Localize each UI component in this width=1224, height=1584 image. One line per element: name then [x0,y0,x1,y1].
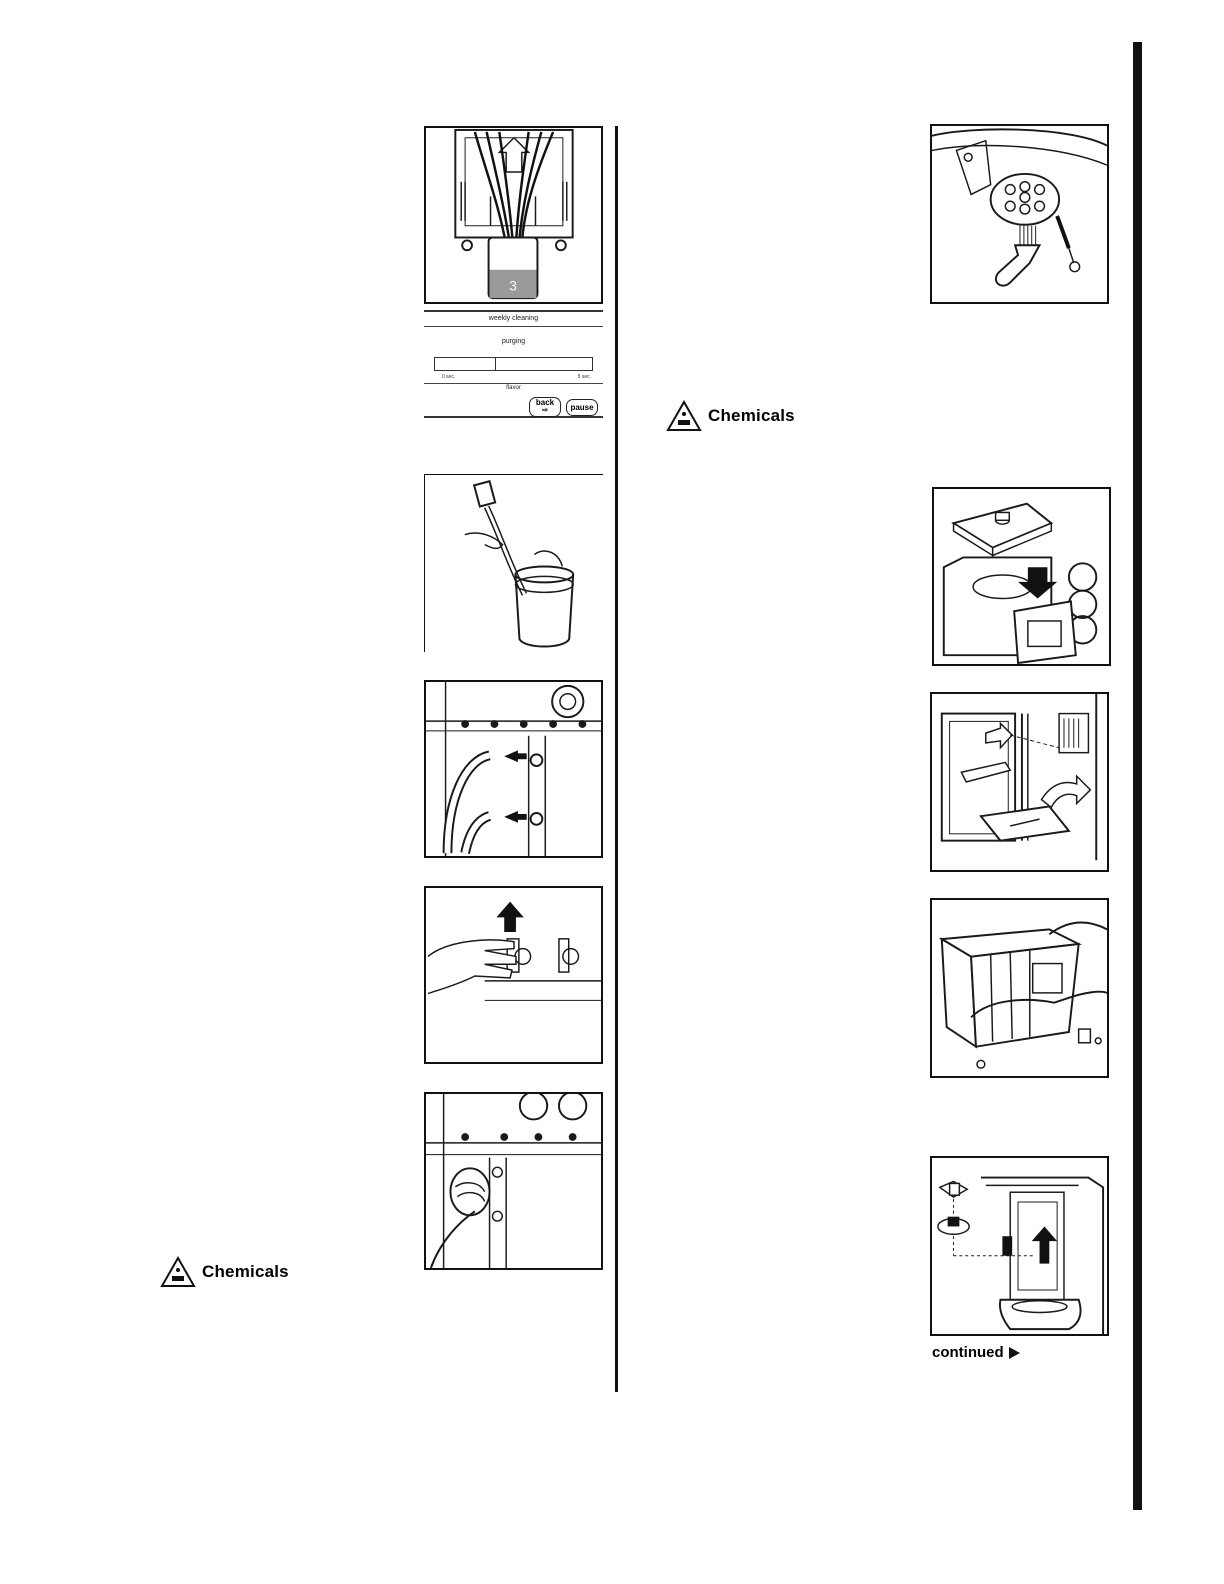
screen-footer: flavor [506,385,521,391]
chemicals-warning-right [666,400,795,432]
continued-indicator [932,1344,1021,1361]
continued-label: continued [932,1344,1004,1361]
screen-status: purging [501,338,526,345]
page-edge-bar [1133,42,1142,1510]
progress-bar-marker [495,358,496,370]
back-arrow-icon: ⇨ [542,407,548,414]
chemicals-warning-left [160,1256,289,1288]
figure-hopper-lid [932,487,1111,666]
figure-dispenser-hoses-bucket [424,126,603,304]
range-end-label: 5 sec. [577,374,591,380]
bucket-number: 3 [509,278,517,294]
screen-title: weekly cleaning [488,315,539,322]
figure-hose-into-bucket [424,474,603,652]
screen-divider-lower [424,383,603,384]
pause-button[interactable]: pause [566,399,598,416]
progress-bar [434,357,593,371]
weekly-cleaning-screen [424,310,603,418]
figure-remove-hopper-insert [930,898,1109,1078]
chemicals-label-left: Chemicals [202,1262,289,1281]
range-start-label: 0 sec. [442,374,456,380]
play-triangle-icon [1008,1346,1021,1360]
figure-door-drip-tray [930,692,1109,872]
column-divider [615,126,618,1392]
figure-install-nozzle-part [930,1156,1109,1336]
figure-push-valve-up [424,886,603,1064]
screen-divider [424,326,603,327]
back-button[interactable]: back ⇨ [529,397,561,417]
figure-wipe-panel [424,1092,603,1270]
figure-hose-connections [424,680,603,858]
chemical-hazard-icon [666,400,702,432]
figure-clean-nozzle-brush [930,124,1109,304]
chemical-hazard-icon [160,1256,196,1288]
chemicals-label-right: Chemicals [708,406,795,425]
